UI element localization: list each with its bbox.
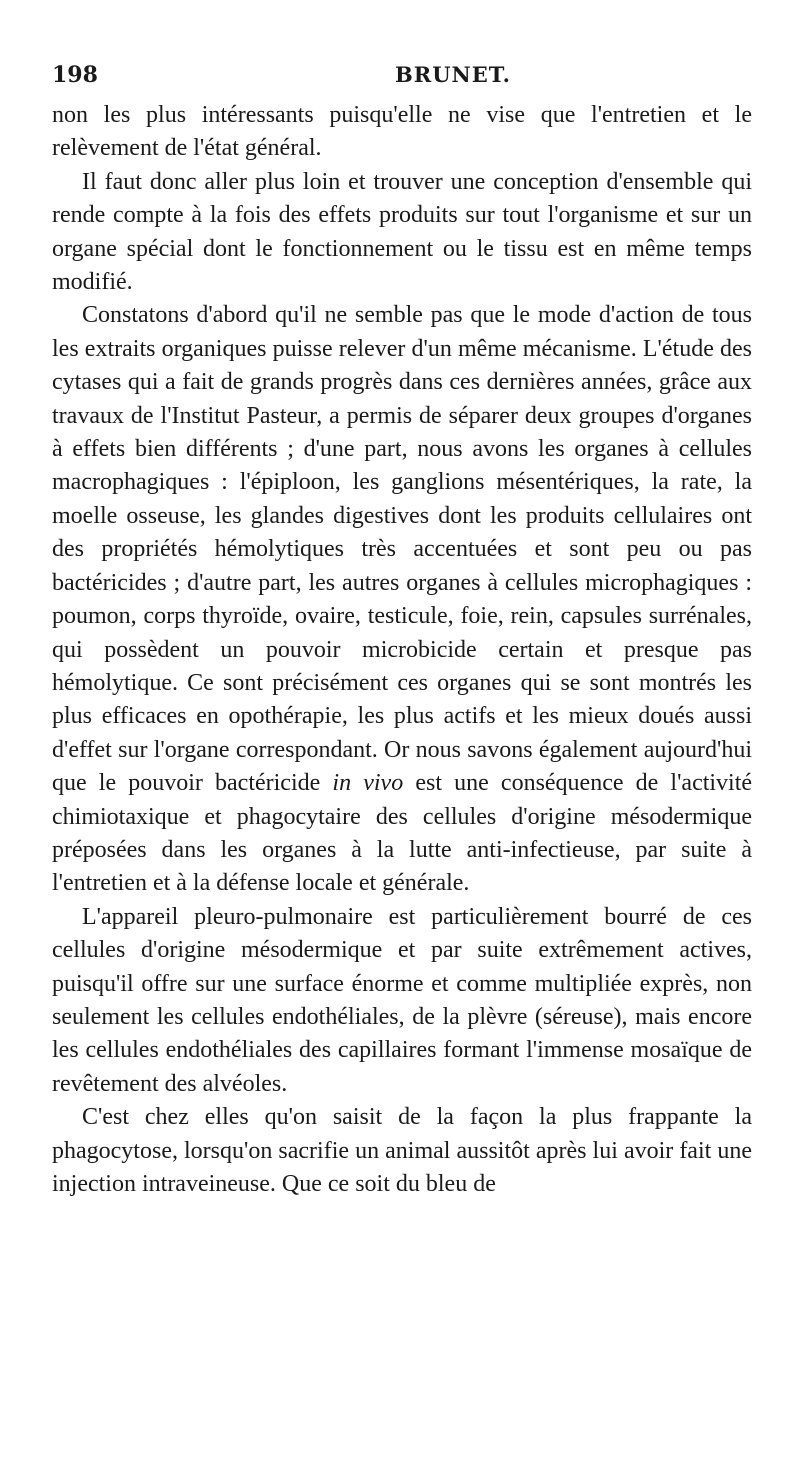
- paragraph: L'appareil pleuro-pulmonaire est particulièrement bourré de ces cellules d'origine mésodermique et par suite extrêmement actives, puisqu'il offre sur une surface énorme et comme multipliée exprès, non seulement les cellules endothéliales, de la plèvre (séreuse), mais encore les cellules endothéliales des capillaires formant l'immense mosaïque de revêtement des alvéoles.: [52, 903, 752, 1097]
- italic-phrase: in vivo: [332, 770, 404, 797]
- paragraph: Il faut donc aller plus loin et trouver une conception d'ensemble qui rende compte à la fois des effets produits sur tout l'organisme et sur un organe spécial dont le fonctionnement ou le tissu est en même temps modifié.: [52, 168, 752, 296]
- page-number: 198: [52, 62, 98, 88]
- paragraph: C'est chez elles qu'on saisit de la façon la plus frappante la phagocytose, lorsqu'on sacrifie un animal aussitôt après lui avoir fait une injection intraveineuse. Que ce soit du bleu de: [52, 1104, 752, 1197]
- running-head-author: BRUNET.: [395, 62, 511, 87]
- paragraph: [52, 299, 752, 900]
- paragraph-text: Constatons d'abord qu'il ne semble pas que le mode d'action de tous les extraits organiques puisse relever d'un même mécanisme. L'étude des cytases qui a fait de grands progrès dans ces dernières années, grâce aux travaux de l'Institut Pasteur, a permis de séparer deux groupes d'organes à effets bien différents ; d'une part, nous avons les organes à cellules macrophagiques : l'épiploon, les ganglions mésentériques, la rate, la moelle osseuse, les glandes digestives dont les produits cellulaires ont des propriétés hémolytiques très accentuées et sont peu ou pas bactéricides ; d'autre part, les autres organes à cellules microphagiques : poumon, corps thyroïde, ovaire, testicule, foie, rein, capsules surrénales, qui possèdent un pouvoir microbicide certain et presque pas hémolytique. Ce sont précisément ces organes qui se sont montrés les plus efficaces en opothérapie, les plus actifs et les mieux doués aussi d'effet sur l'organe correspondant. Or nous savons également aujourd'hui que le pouvoir bactéricide: [52, 302, 752, 797]
- paragraph-text: est une conséquence de l'activité chimiotaxique et phagocytaire des cellules d'origine mésodermique préposées dans les organes à la lutte anti-infectieuse, par suite à l'entretien et à la défense locale et générale.: [52, 770, 753, 897]
- running-head: [52, 62, 752, 92]
- paragraph-continuation: non les plus intéressants puisqu'elle ne vise que l'entretien et le relèvement de l'état général.: [52, 102, 752, 162]
- body-text: [52, 99, 752, 1201]
